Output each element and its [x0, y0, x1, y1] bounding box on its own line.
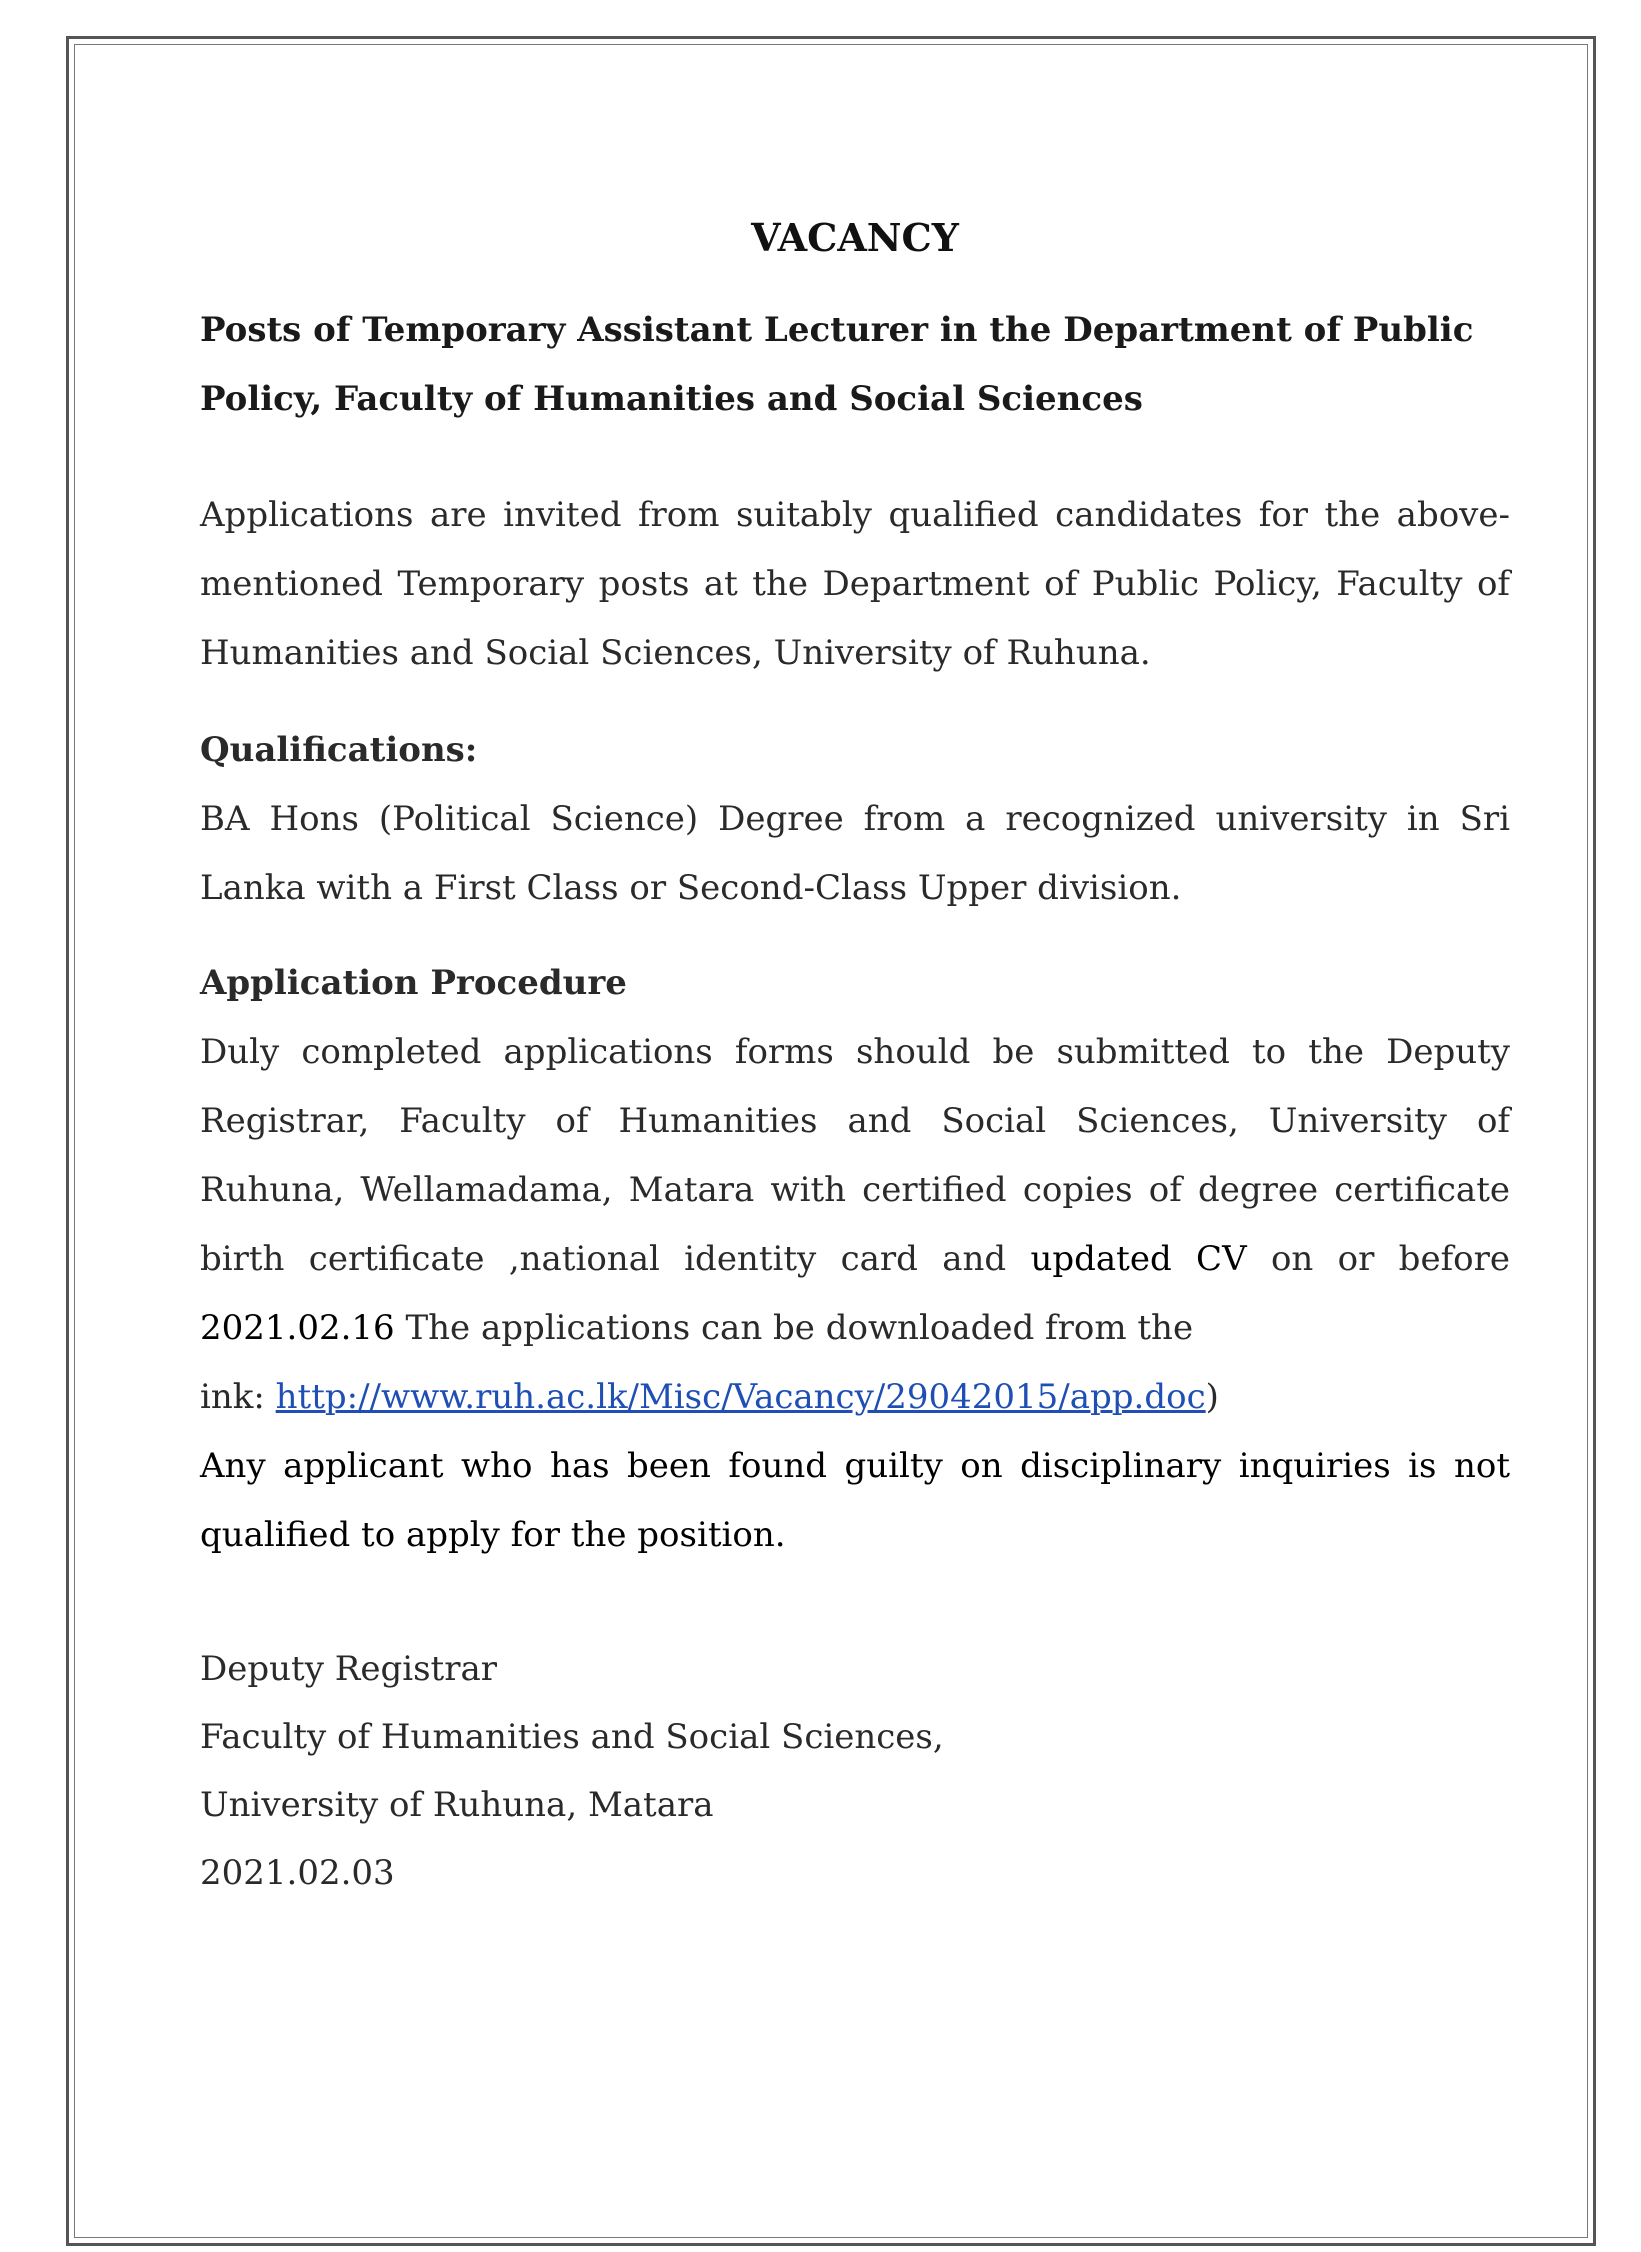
qualifications-heading: Qualifications: — [200, 730, 478, 770]
intro-paragraph: Applications are invited from suitably qualified candidates for the above-mentioned Temporary posts at the Department of Public Policy, Faculty of Humanities and Social Sciences, University of Ruhuna. — [200, 495, 1510, 673]
link-prefix: ink: — [200, 1377, 265, 1417]
page-title: VACANCY — [751, 215, 959, 260]
signature-date: 2021.02.03 — [200, 1853, 395, 1893]
signature-university: University of Ruhuna, Matara — [200, 1785, 714, 1825]
procedure-text — [200, 1018, 1510, 1363]
signature-block — [200, 1635, 1510, 1907]
procedure-text-part1: Duly completed applications forms should be submitted to the Deputy Registrar, Faculty of Humanities and Social Sciences, University of Ruhuna, Wellamadama, Matara with certified copies of degree certificate birth certificate ,national identity card and — [200, 1032, 1510, 1279]
updated-cv-text: updated CV — [1030, 1239, 1247, 1279]
disqualification-text: Any applicant who has been found guilty on disciplinary inquiries is not qualified to apply for the position. — [200, 1446, 1510, 1555]
deadline-date: 2021.02.16 — [200, 1308, 395, 1348]
download-link-line — [200, 1363, 1510, 1432]
signature-title: Deputy Registrar — [200, 1649, 497, 1689]
link-suffix: ) — [1205, 1377, 1219, 1417]
qualifications-section — [200, 716, 1510, 923]
procedure-text-part2: on or before — [1246, 1239, 1510, 1279]
qualifications-text: BA Hons (Political Science) Degree from a recognized university in Sri Lanka with a First Class or Second-Class Upper division. — [200, 799, 1510, 908]
procedure-heading: Application Procedure — [200, 963, 627, 1003]
procedure-section — [200, 949, 1510, 1570]
post-subtitle: Posts of Temporary Assistant Lecturer in the Department of Public Policy, Faculty of Humanities and Social Sciences — [200, 310, 1474, 419]
procedure-text-part3: The applications can be downloaded from the — [405, 1308, 1194, 1348]
application-download-link[interactable]: http://www.ruh.ac.lk/Misc/Vacancy/29042015/app.doc — [275, 1377, 1206, 1417]
signature-faculty: Faculty of Humanities and Social Sciences, — [200, 1717, 944, 1757]
